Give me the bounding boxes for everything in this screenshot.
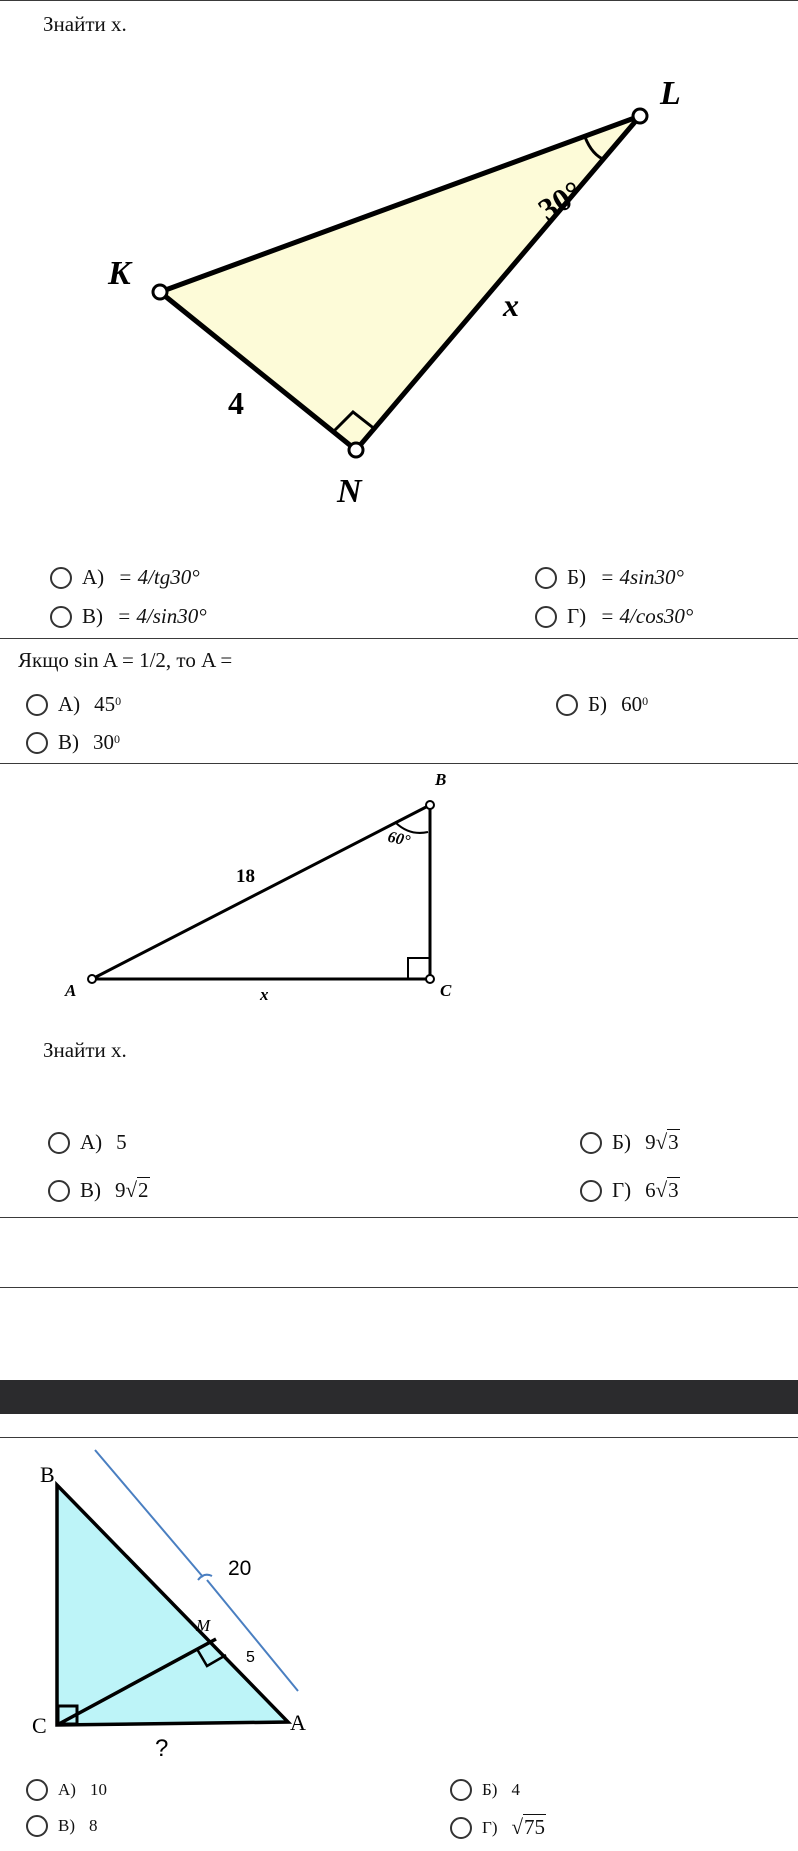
q1-option-c[interactable]: В) = 4/sin30° <box>50 604 207 629</box>
q4-len-ma: 5 <box>246 1649 255 1666</box>
q4-unknown: ? <box>155 1735 169 1762</box>
q1-option-a[interactable]: А) = 4/tg30° <box>50 565 200 590</box>
radio-button[interactable] <box>535 567 557 589</box>
q4-option-c[interactable]: В) 8 <box>26 1815 98 1837</box>
q1-triangle-figure <box>0 0 798 520</box>
q3-prompt: Знайти x. <box>43 1038 127 1062</box>
radio-button[interactable] <box>556 694 578 716</box>
radio-button[interactable] <box>48 1180 70 1202</box>
dark-band <box>0 1380 798 1414</box>
q4-option-d[interactable]: Г) √75 <box>450 1815 546 1840</box>
radio-button[interactable] <box>26 1815 48 1837</box>
q1-vertex-k: K <box>108 255 131 292</box>
q2-option-c[interactable]: В) 30 0 <box>26 730 120 755</box>
q3-hyp-label: 18 <box>236 866 255 887</box>
q1-side-nl: x <box>503 287 519 323</box>
divider-q4 <box>0 1437 798 1438</box>
q4-option-a[interactable]: А) 10 <box>26 1779 107 1801</box>
sqrt-symbol: √75 <box>511 1815 546 1839</box>
q1-option-b[interactable]: Б) = 4sin30° <box>535 565 684 590</box>
q4-len-ba: 20 <box>228 1557 252 1580</box>
radio-button[interactable] <box>580 1180 602 1202</box>
q3-vertex-a: A <box>65 981 77 1000</box>
radio-button[interactable] <box>50 567 72 589</box>
q3-option-b[interactable]: Б) 9 √3 <box>580 1130 680 1155</box>
q1-option-d[interactable]: Г) = 4/cos30° <box>535 604 693 629</box>
q1-vertex-n: N <box>337 473 362 510</box>
divider-empty <box>0 1287 798 1288</box>
q3-vertex-b: B <box>435 770 447 789</box>
radio-button[interactable] <box>26 1779 48 1801</box>
q3-option-a[interactable]: А) 5 <box>48 1130 127 1155</box>
q1-side-kn: 4 <box>228 385 244 421</box>
radio-button[interactable] <box>580 1132 602 1154</box>
q3-triangle-figure <box>0 760 798 1020</box>
q4-vertex-b: B <box>40 1462 55 1487</box>
q4-vertex-m: M <box>196 1616 211 1635</box>
q1-vertex-l: L <box>660 75 681 112</box>
radio-button[interactable] <box>535 606 557 628</box>
radio-button[interactable] <box>450 1817 472 1839</box>
q3-option-d[interactable]: Г) 6 √3 <box>580 1178 680 1203</box>
q3-side-ac: x <box>260 985 269 1004</box>
sqrt-symbol: √3 <box>655 1130 679 1154</box>
q1-angle-label: 30° <box>531 173 589 228</box>
q1-prompt: Знайти x. <box>43 12 127 36</box>
q2-option-b[interactable]: Б) 60 0 <box>556 692 648 717</box>
divider-q2 <box>0 638 798 639</box>
q4-option-b[interactable]: Б) 4 <box>450 1779 520 1801</box>
q2-option-a[interactable]: А) 45 0 <box>26 692 121 717</box>
sqrt-symbol: √3 <box>655 1178 679 1202</box>
q2-prompt: Якщо sin A = 1/2, то A = <box>18 648 233 672</box>
q4-triangle-figure <box>0 1440 798 1780</box>
radio-button[interactable] <box>26 694 48 716</box>
radio-button[interactable] <box>26 732 48 754</box>
radio-button[interactable] <box>50 606 72 628</box>
q3-option-c[interactable]: В) 9 √2 <box>48 1178 150 1203</box>
divider-q3-bottom <box>0 1217 798 1218</box>
q3-vertex-c: C <box>440 981 452 1000</box>
radio-button[interactable] <box>450 1779 472 1801</box>
q3-angle-label: 60° <box>386 828 412 850</box>
radio-button[interactable] <box>48 1132 70 1154</box>
sqrt-symbol: √2 <box>125 1178 149 1202</box>
q4-vertex-c: C <box>32 1713 47 1738</box>
q4-vertex-a: A <box>290 1710 306 1735</box>
